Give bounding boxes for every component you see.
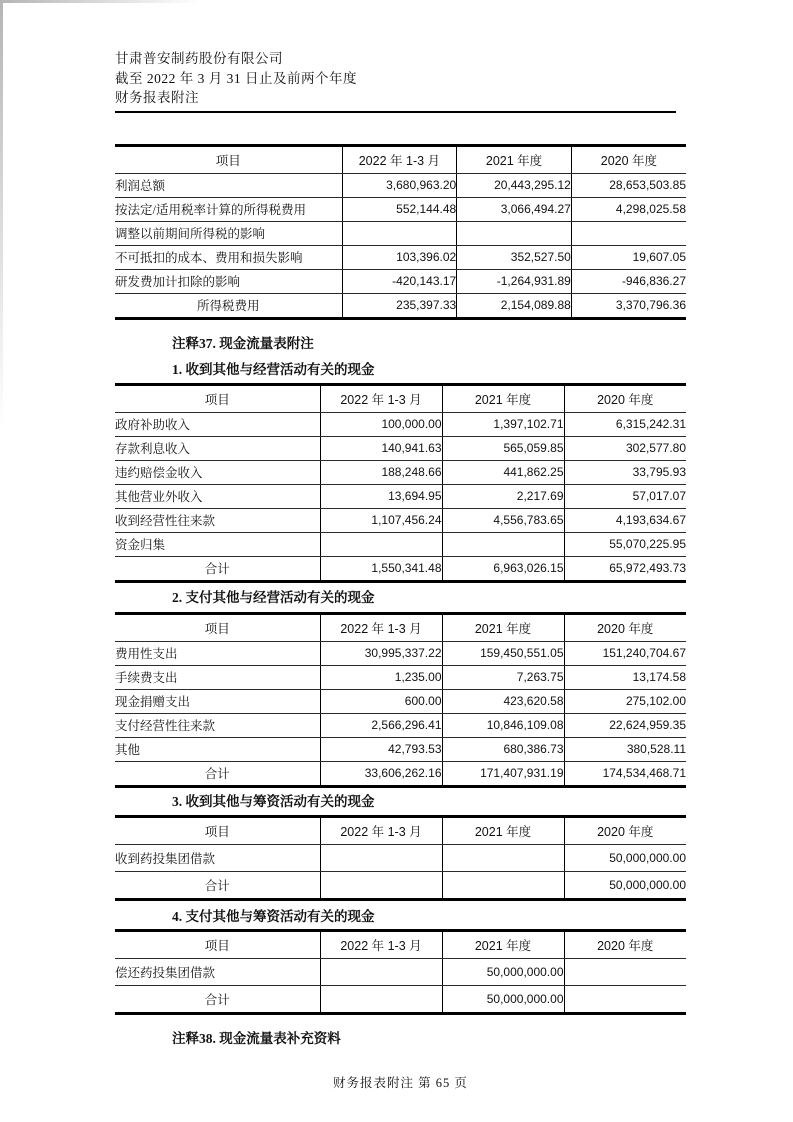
table-row: [115, 245, 686, 269]
cell-value: 4,298,025.58: [571, 197, 686, 221]
column-header: 2021 年度: [442, 930, 564, 958]
table-row: [115, 532, 686, 556]
cell-value: 100,000.00: [320, 412, 442, 436]
cell-value: 423,620.58: [442, 689, 564, 713]
cell-value: [564, 958, 686, 985]
table-row: [115, 221, 686, 245]
table-row: [115, 641, 686, 665]
cell-value: [320, 958, 442, 985]
cell-value: 30,995,337.22: [320, 641, 442, 665]
table-row: [115, 713, 686, 737]
column-header: 2022 年 1-3 月: [320, 816, 442, 844]
cell-value: 20,443,295.12: [457, 173, 572, 197]
column-header: 2020 年度: [571, 145, 686, 173]
cell-value: 565,059.85: [442, 436, 564, 460]
column-header: 2022 年 1-3 月: [342, 145, 457, 173]
cell-value: 171,407,931.19: [442, 761, 564, 786]
row-label: 所得税费用: [197, 299, 260, 313]
report-period: 截至 2022 年 3 月 31 日止及前两个年度: [115, 70, 357, 86]
table-row: [115, 173, 686, 197]
cell-value: 2,154,089.88: [457, 293, 572, 318]
table-row: [115, 197, 686, 221]
row-label: 存款利息收入: [115, 436, 320, 460]
cell-value: -946,836.27: [571, 269, 686, 293]
cell-value: 19,607.05: [571, 245, 686, 269]
cell-value: -420,143.17: [342, 269, 457, 293]
column-header: 项目: [115, 384, 320, 412]
cell-value: 50,000,000.00: [442, 985, 564, 1013]
table-row: [115, 460, 686, 484]
table-row: [115, 484, 686, 508]
cell-value: 600.00: [320, 689, 442, 713]
row-label: 不可抵扣的成本、费用和损失影响: [115, 245, 342, 269]
cell-value: 65,972,493.73: [564, 556, 686, 581]
column-header: 2020 年度: [564, 816, 686, 844]
column-header: 项目: [115, 613, 320, 641]
table-other-cash-paid-financing: [115, 929, 686, 1015]
cell-value: 103,396.02: [342, 245, 457, 269]
row-label: 收到药投集团借款: [115, 844, 320, 871]
cell-value: [320, 871, 442, 899]
column-header: 2021 年度: [442, 384, 564, 412]
row-label: 其他: [115, 737, 320, 761]
column-header: 项目: [115, 930, 320, 958]
column-header: 2020 年度: [564, 930, 686, 958]
cell-value: 151,240,704.67: [564, 641, 686, 665]
table-row: [115, 556, 686, 581]
row-label: 手续费支出: [115, 665, 320, 689]
cell-value: [564, 985, 686, 1013]
table-row: [115, 665, 686, 689]
cell-value: 28,653,503.85: [571, 173, 686, 197]
cell-value: [442, 532, 564, 556]
cell-value: 6,315,242.31: [564, 412, 686, 436]
cell-value: 3,370,796.36: [571, 293, 686, 318]
row-label: 偿还药投集团借款: [115, 958, 320, 985]
cell-value: 6,963,026.15: [442, 556, 564, 581]
row-label: 利润总额: [115, 173, 342, 197]
table-row: [115, 737, 686, 761]
header-row: [115, 930, 686, 958]
section-heading-sub4: 4. 支付其他与筹资活动有关的现金: [172, 908, 375, 924]
cell-value: 4,193,634.67: [564, 508, 686, 532]
section-heading-note37: 注释37. 现金流量表附注: [172, 335, 314, 351]
cell-value: 50,000,000.00: [564, 844, 686, 871]
table-row: [115, 871, 686, 899]
cell-value: 57,017.07: [564, 484, 686, 508]
cell-value: 7,263.75: [442, 665, 564, 689]
cell-value: 10,846,109.08: [442, 713, 564, 737]
cell-value: 352,527.50: [457, 245, 572, 269]
cell-value: 275,102.00: [564, 689, 686, 713]
cell-value: 33,795.93: [564, 460, 686, 484]
row-label: 费用性支出: [115, 641, 320, 665]
cell-value: 42,793.53: [320, 737, 442, 761]
cell-value: 2,566,296.41: [320, 713, 442, 737]
row-label: 支付经营性往来款: [115, 713, 320, 737]
table-row: [115, 412, 686, 436]
table-row: [115, 761, 686, 786]
cell-value: [320, 844, 442, 871]
doc-subtitle: 财务报表附注: [115, 90, 199, 105]
column-header: 2020 年度: [564, 384, 686, 412]
table-other-cash-paid-operating: [115, 612, 686, 788]
cell-value: 55,070,225.95: [564, 532, 686, 556]
cell-value: 235,397.33: [342, 293, 457, 318]
cell-value: 50,000,000.00: [564, 871, 686, 899]
row-label: 其他营业外收入: [115, 484, 320, 508]
table-row: [115, 293, 686, 318]
table-row: [115, 985, 686, 1013]
cell-value: 33,606,262.16: [320, 761, 442, 786]
cell-value: 2,217.69: [442, 484, 564, 508]
cell-value: 159,450,551.05: [442, 641, 564, 665]
row-label: 合计: [204, 878, 230, 893]
column-header: 2020 年度: [564, 613, 686, 641]
column-header: 2022 年 1-3 月: [320, 930, 442, 958]
header-row: [115, 816, 686, 844]
table-row: [115, 844, 686, 871]
cell-value: [342, 221, 457, 245]
row-label: 合计: [204, 767, 230, 781]
scan-edge-artifact-left: [0, 0, 3, 430]
cell-value: [320, 985, 442, 1013]
table-other-cash-received-operating: [115, 383, 686, 583]
row-label: 合计: [204, 562, 230, 576]
row-label: 违约赔偿金收入: [115, 460, 320, 484]
cell-value: 1,550,341.48: [320, 556, 442, 581]
cell-value: 50,000,000.00: [442, 958, 564, 985]
page-footer: [115, 1073, 686, 1091]
company-name: 甘肃普安制药股份有限公司: [115, 51, 283, 66]
page-header: [115, 0, 676, 113]
row-label: 收到经营性往来款: [115, 508, 320, 532]
column-header: 项目: [115, 816, 320, 844]
row-label: 调整以前期间所得税的影响: [115, 221, 342, 245]
column-header: 2021 年度: [442, 816, 564, 844]
section-heading-sub3: 3. 收到其他与筹资活动有关的现金: [172, 793, 375, 809]
table-row: [115, 436, 686, 460]
cell-value: 1,397,102.71: [442, 412, 564, 436]
column-header: 2022 年 1-3 月: [320, 384, 442, 412]
column-header: 项目: [115, 145, 342, 173]
column-header: 2022 年 1-3 月: [320, 613, 442, 641]
row-label: 现金捐赠支出: [115, 689, 320, 713]
row-label: 按法定/适用税率计算的所得税费用: [115, 197, 342, 221]
cell-value: 552,144.48: [342, 197, 457, 221]
header-row: [115, 145, 686, 173]
cell-value: 174,534,468.71: [564, 761, 686, 786]
table-row: [115, 269, 686, 293]
cell-value: [571, 221, 686, 245]
cell-value: 22,624,959.35: [564, 713, 686, 737]
cell-value: 1,235.00: [320, 665, 442, 689]
cell-value: 302,577.80: [564, 436, 686, 460]
cell-value: 13,174.58: [564, 665, 686, 689]
cell-value: 13,694.95: [320, 484, 442, 508]
table-income-tax-expense: [115, 144, 686, 320]
cell-value: 188,248.66: [320, 460, 442, 484]
table-row: [115, 689, 686, 713]
cell-value: [320, 532, 442, 556]
cell-value: -1,264,931.89: [457, 269, 572, 293]
row-label: 合计: [204, 992, 230, 1007]
header-row: [115, 384, 686, 412]
cell-value: 140,941.63: [320, 436, 442, 460]
cell-value: [442, 871, 564, 899]
row-label: 资金归集: [115, 532, 320, 556]
cell-value: 4,556,783.65: [442, 508, 564, 532]
cell-value: 380,528.11: [564, 737, 686, 761]
column-header: 2021 年度: [442, 613, 564, 641]
cell-value: [442, 844, 564, 871]
table-row: [115, 958, 686, 985]
cell-value: 3,680,963.20: [342, 173, 457, 197]
section-heading-sub2: 2. 支付其他与经营活动有关的现金: [172, 589, 375, 605]
footer-page-label: 财务报表附注 第 65 页: [333, 1075, 468, 1090]
row-label: 研发费加计扣除的影响: [115, 269, 342, 293]
page-content: [115, 0, 686, 1091]
cell-value: 1,107,456.24: [320, 508, 442, 532]
cell-value: [457, 221, 572, 245]
section-heading-note38: 注释38. 现金流量表补充资料: [172, 1030, 341, 1046]
cell-value: 441,862.25: [442, 460, 564, 484]
cell-value: 3,066,494.27: [457, 197, 572, 221]
header-row: [115, 613, 686, 641]
cell-value: 680,386.73: [442, 737, 564, 761]
row-label: 政府补助收入: [115, 412, 320, 436]
table-row: [115, 508, 686, 532]
table-other-cash-received-financing: [115, 815, 686, 901]
section-heading-sub1: 1. 收到其他与经营活动有关的现金: [172, 361, 375, 377]
column-header: 2021 年度: [457, 145, 572, 173]
